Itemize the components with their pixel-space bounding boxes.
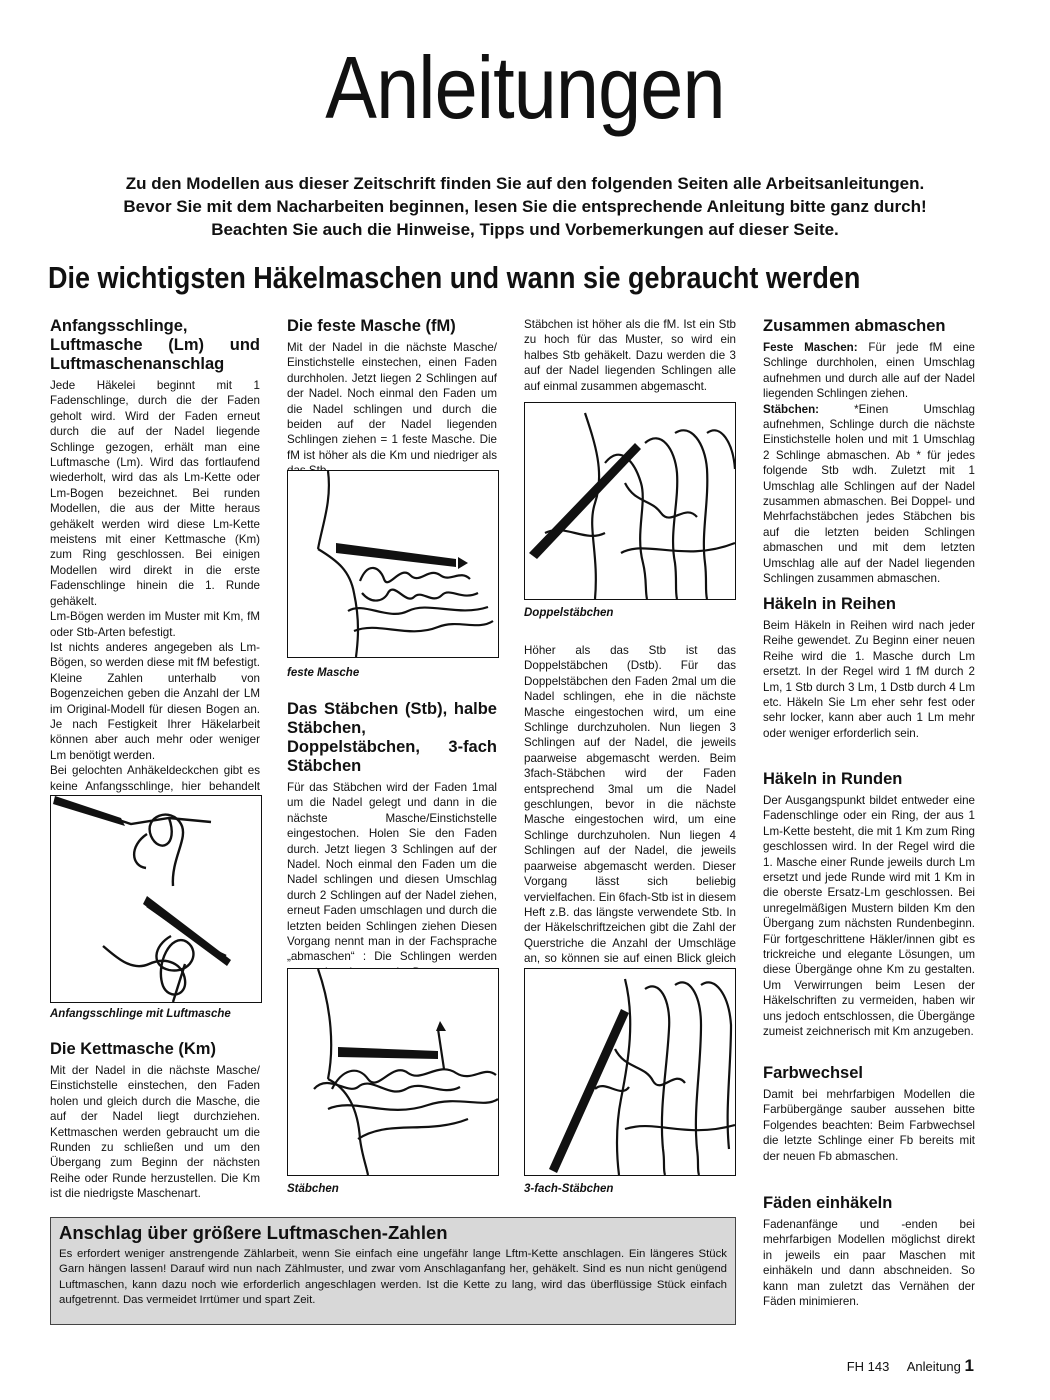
- anfang-p2: Lm-Bögen werden im Muster mit Km, fM oder Stb-Arten befestigt.: [50, 610, 260, 639]
- faeden-text: Fadenanfänge und -enden bei mehrfarbigen Modellen möglichst direkt in jeweils ein paar Maschen mit einhäkeln und dann abschneiden. So kann man zuletzt das Vernähen der Fäden minimieren.: [763, 1218, 975, 1309]
- figure-doppelstaebchen: [524, 402, 736, 600]
- footer-page-number: 1: [964, 1356, 974, 1375]
- anfangsschlinge-illustration: [51, 796, 262, 1003]
- intro-line-2: Bevor Sie mit dem Nacharbeiten beginnen, lesen Sie die entsprechende Anleitung bitte ganz durch!: [123, 197, 927, 216]
- caption-anfangsschlinge: Anfangsschlinge mit Luftmasche: [50, 1008, 231, 1020]
- caption-3fach-staebchen: 3-fach-Stäbchen: [524, 1183, 614, 1195]
- farbwechsel-title: Farbwechsel: [763, 1064, 863, 1082]
- anfang-title: Anfangsschlinge, Luftmasche (Lm) und Luftmaschenanschlag: [50, 317, 260, 373]
- section-headline: Die wichtigsten Häkelmaschen und wann sie gebraucht werden: [48, 260, 861, 295]
- kettmasche-text: Mit der Nadel in die nächste Masche/ Einstichstelle einstechen, den Faden holen und gleich durch die Masche, die auf der Nadel liegt durchziehen. Kettmaschen werden gebraucht um die Runden zu schließen und um den Übergang zum Beginn der nächsten Reihe oder Runde herzustellen. Die Km ist die niedrigste Maschenart.: [50, 1064, 260, 1201]
- footer-label: Anleitung: [906, 1359, 961, 1374]
- page-footer: [847, 1356, 974, 1376]
- zusammen-stb: [763, 402, 975, 587]
- zusammen-stb-label: Stäbchen:: [763, 402, 820, 416]
- staebchen-text: Für das Stäbchen wird der Faden 1mal um die Nadel gelegt und dann in die nächste Masche/Einstichstelle eingestochen. Holen Sie den Faden durch. Jetzt liegen 3 Schlingen auf der Nadel. Noch einmal den Faden um die Nadel schlingen und diesen Umschlag durch 2 Schlingen auf der Nadel ziehen, erneut Faden umschlagen und durch die letzten beiden Schlingen ziehen Diesen Vorgang nennt man in der Fachsprache „abmaschen“ : Die Schlingen werden: [287, 781, 497, 964]
- intro-text: [60, 172, 990, 241]
- 3fach-staebchen-illustration: [525, 969, 736, 1176]
- anschlag-text: Es erfordert weniger anstrengende Zählarbeit, wenn Sie einfach eine ungefähr lange Lftm-Kette anschlagen. Ein längeres Stück Garn hängen lassen! Darauf wird nun nach Zählmuster, und zwar vom Anschlaganfang her, gehäkelt. Sind es nun nicht genügend Luftmaschen, kann dazu noch wie erforderlich angeschlagen werden. Ist die Kette zu lang, wird das überflüssige Stück einfach aufgetrennt. Das vermeidet Irrtümer und spart Zeit.: [59, 1248, 727, 1307]
- farbwechsel-text: Damit bei mehrfarbigen Modellen die Farbübergänge sauber aussehen bitte Folgendes beachten: Beim Farbwechsel die letzte Schlinge einer Fb bereits mit der neuen Fb abmaschen.: [763, 1088, 975, 1163]
- anfang-p4: Bei gelochten Anhäkeldeckchen gibt es keine Anfangsschlinge, hier behandelt: [50, 764, 260, 793]
- intro-line-1: Zu den Modellen aus dieser Zeitschrift finden Sie auf den folgenden Seiten alle Arbeitsanleitungen.: [125, 174, 925, 193]
- section-haekeln-reihen: [763, 595, 975, 741]
- section-feste-masche: [287, 317, 497, 479]
- footer-issue: FH 143: [846, 1359, 890, 1374]
- staebchen-title: Das Stäbchen (Stb), halbe Stäbchen, Doppelstäbchen, 3-fach Stäbchen: [287, 700, 497, 775]
- reihen-text: Beim Häkeln in Reihen wird nach jeder Reihe gewendet. Zu Beginn einer neuen Reihe wird die 1. Masche durch Lm ersetzt. In der Regel wird 1 fM durch 2 Lm, 1 Stb durch 3 Lm, 1 Dstb durch 4 Lm etc. Häkeln Sie Lm eher sehr fest oder sehr locker, kann aber auch 1 Lm mehr oder weniger erforderlich sein.: [763, 619, 976, 740]
- kettmasche-title: Die Kettmasche (Km): [50, 1040, 216, 1058]
- intro-line-3: Beachten Sie auch die Hinweise, Tipps und Vorbemerkungen auf dieser Seite.: [211, 220, 839, 239]
- section-staebchen: [287, 700, 497, 980]
- runden-text: Der Ausgangspunkt bildet entweder eine Fadenschlinge oder ein Ring, der aus 1 Lm-Kette besteht, die mit 1 Km zum Ring geschlossen wird. In der Regel wird die 1. Masche einer Runde jeweils durch Lm ersetzt und jede Runde wird mit 1 Km in die oberste Ersatz-Lm geschlossen. Bei unregelmäßigen Mustern bilden Km den Übergang zum nächsten Rundenbeginn. Für fortgeschrittene Häkler/innen gibt es trickreiche und elegante Lösungen, um diese Übergänge ohne Km zu gestalten. Um Verwirrungen beim Lesen der Häkelschriften zu vermeiden, haben wir uns jedoch entschlossen, die Übergänge zumeist zeichnerisch mit Km anzugeben.: [763, 794, 975, 1039]
- caption-feste-masche: feste Masche: [287, 667, 360, 679]
- figure-staebchen: [287, 968, 499, 1176]
- zusammen-fm-text: Für jede fM eine Schlinge durchholen, einen Umschlag aufnehmen und durch alle auf der Nadel liegenden Schlingen ziehen.: [763, 341, 975, 401]
- section-kettmasche: [50, 1040, 260, 1202]
- caption-doppelstaebchen: Doppelstäbchen: [524, 607, 614, 619]
- figure-3fach-staebchen: [524, 968, 736, 1176]
- zusammen-stb-text: *Einen Umschlag aufnehmen, Schlinge durch die nächste Einstichstelle holen und mit 1 Umschlag 2 Schlinge abmaschen. Ab * für jedes folgende Stb wdh. Zuletzt mit 1 Umschlag alle Schlingen auf der Nadel zusammen abmaschen. Bei Doppel- und Mehrfachstäbchen jedes Stäbchen bis auf die letzten beiden Schlingen abmaschen und mit dem letzten Umschlag alle auf der Nadel liegenden Schlingen zusammen abmaschen.: [763, 402, 975, 586]
- staebchen-illustration: [288, 969, 499, 1176]
- section-haekeln-runden: [763, 770, 975, 1040]
- staebchen-cont-text: Stäbchen ist höher als die fM. Ist ein Stb zu hoch für das Muster, so wird ein halbes Stb gehäkelt. Dazu werden die 3 auf der Nadel liegenden Schlingen alle auf einmal zusammen abgemascht.: [524, 318, 736, 393]
- section-zusammen-abmaschen: [763, 317, 975, 587]
- figure-anfangsschlinge: [50, 795, 262, 1003]
- anfang-p1: Jede Häkelei beginnt mit 1 Fadenschlinge, durch die der Faden geholt wird. Wird der Faden erneut durch die auf der Nadel liegende Schlinge gezogen, erhält man eine Luftmasche (Lm). Wird das fortlaufend wiederholt, wird das als Lm-Kette oder Lm-Bogen bezeichnet. Bei runden Modellen, die aus der Mitte heraus gehäkelt werden wird diese Lm-Kette meistens mit einer Kettmasche (Km) zum Ring geschlossen. Bei einigen Modellen wird direkt in die erste Fadenschlinge hinein die 1. Runde gehäkelt.: [50, 379, 260, 608]
- section-faeden-einhaekeln: [763, 1194, 975, 1309]
- section-doppelstaebchen-text: [524, 643, 736, 997]
- anschlag-title: Anschlag über größere Luftmaschen-Zahlen: [59, 1222, 448, 1243]
- page-title: Anleitungen: [325, 38, 725, 137]
- section-anfangsschlinge: [50, 317, 260, 825]
- faeden-title: Fäden einhäkeln: [763, 1194, 893, 1212]
- doppelstaebchen-illustration: [525, 403, 736, 600]
- anfang-p3: Ist nichts anderes angegeben als Lm-Bögen, so werden diese mit fM befestigt. Kleine Zahlen unterhalb von Bogenzeichen geben die Anzahl der LM im Original-Modell für diesen Bogen an. Je nach Festigkeit Ihrer Häkelarbeit können aber auch mehr oder weniger Lm benötigt werden.: [50, 640, 260, 762]
- zusammen-fm: [763, 340, 975, 402]
- doppelstaebchen-text: Höher als das Stb ist das Doppelstäbchen (Dstb). Für das Doppelstäbchen den Faden 2mal um die Nadel schlingen, ehe in die nächste Masche eingestochen wird, um eine Schlinge durchzuholen. Nun liegen 3 Schlingen auf der Nadel, die jeweils paarweise abgemascht werden. Beim 3fach-Stäbchen wird der Faden entsprechend 3mal um die Nadel geschlungen, bevor in die nächste Masche eingestochen wird, um eine Schlinge durchzuholen. Nun liegen 4 Schlingen auf der Nadel, die jeweils paarweise abgemascht werden. Dieser Vorgang lässt sich beliebig vervielfachen. Ein 6fach-Stb ist in diesem Heft z.B. das längste verwendete Stb. In der Häkelschriftzeichen gibt die Zahl der Querstriche die Anzahl der Umschläge an, so können sie auf einen Blick gleich: [524, 644, 737, 966]
- feste-text: Mit der Nadel in die nächste Masche/ Einstichstelle einstechen, einen Faden durchholen. Jetzt liegen 2 Schlingen auf der Nadel. Noch einmal den Faden um die Nadel schlingen und durch die beiden auf der Nadel liegenden Schlingen ziehen = 1 feste Masche. Die fM ist höher als die Km und niedriger als: [287, 341, 497, 462]
- runden-title: Häkeln in Runden: [763, 770, 903, 788]
- caption-staebchen: Stäbchen: [287, 1183, 339, 1195]
- figure-feste-masche: [287, 470, 499, 658]
- section-farbwechsel: [763, 1064, 975, 1164]
- reihen-title: Häkeln in Reihen: [763, 595, 896, 613]
- feste-title: Die feste Masche (fM): [287, 317, 456, 335]
- feste-masche-illustration: [288, 471, 499, 658]
- zusammen-fm-label: Feste Maschen:: [763, 341, 858, 354]
- anschlag-box: [50, 1217, 736, 1325]
- section-staebchen-continued: [524, 317, 736, 394]
- zusammen-title: Zusammen abmaschen: [763, 317, 946, 335]
